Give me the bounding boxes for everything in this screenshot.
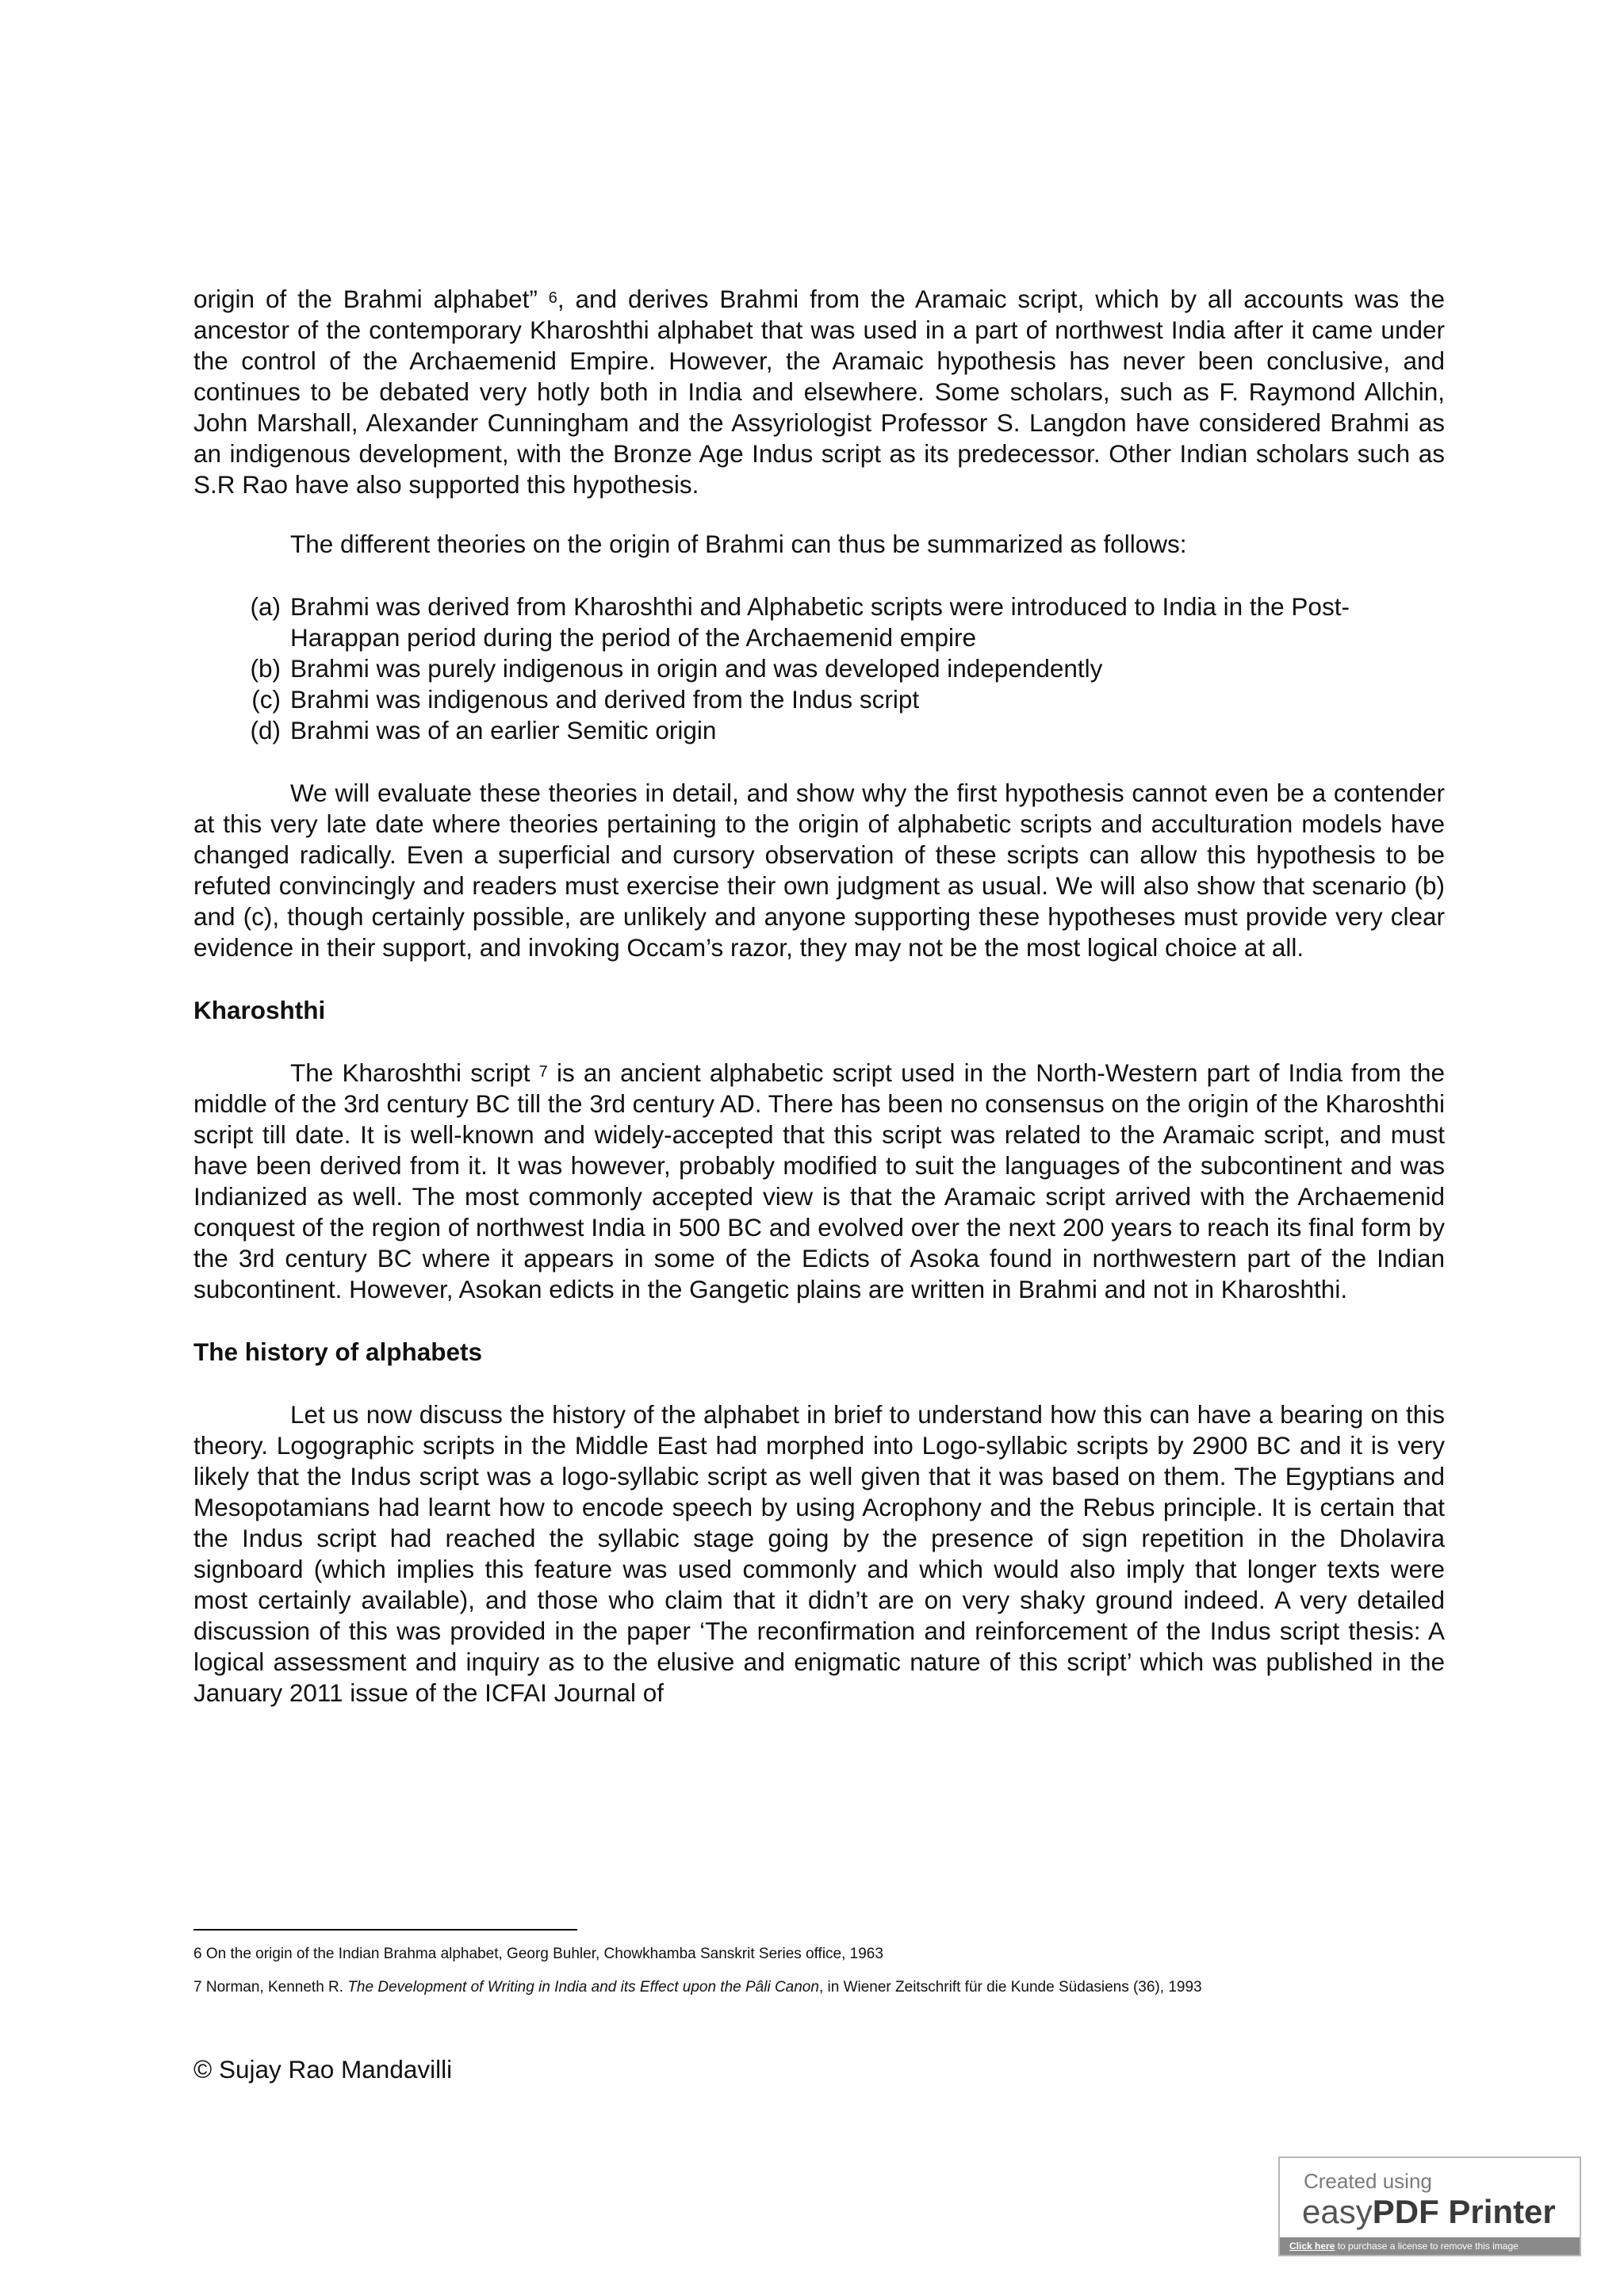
- list-item-text: Brahmi was of an earlier Semitic origin: [290, 716, 717, 744]
- badge-strip-text: to purchase a license to remove this image: [1335, 2241, 1519, 2252]
- list-item: [193, 684, 1445, 715]
- footnote-7-source: , in Wiener Zeitschrift für die Kunde Südasiens (36), 1993: [818, 1979, 1202, 1996]
- section-heading-history: The history of alphabets: [193, 1337, 483, 1366]
- list-marker: (a): [250, 592, 281, 621]
- list-marker: (c): [251, 685, 281, 714]
- footnote-divider: [193, 1929, 577, 1931]
- badge-license-strip: [1280, 2237, 1580, 2255]
- copyright-notice: © Sujay Rao Mandavilli: [193, 2055, 453, 2084]
- theories-list: [193, 591, 1445, 746]
- intro-text-start: origin of the Brahmi alphabet”: [193, 285, 538, 313]
- evaluation-paragraph: We will evaluate these theories in detail, and show why the first hypothesis cannot even be a contender at this very late date where theories pertaining to the origin of alphabetic scripts and acculturation models have changed radically. Even a superficial and cursory observation of these scripts can allow this hypothesis to be refuted convincingly and readers must exercise their own judgment as usual. We will also show that scenario (b) and (c), though certainly possible, are unlikely and anyone supporting these hypotheses must provide very clear evidence in their support, and invoking Occam’s razor, they may not be the most logical choice at all.: [193, 779, 1445, 962]
- intro-text-rest: , and derives Brahmi from the Aramaic script, which by all accounts was the ancestor of the contemporary Kharoshthi alphabet that was used in a part of northwest India after it came under the control of the Archaemenid Empire. However, the Aramaic hypothesis has never been conclusive, and continues to be debated very hotly both in India and elsewhere. Some scholars, such as F. Raymond Allchin, John Marshall, Alexander Cunningham and the Assyriologist Professor S. Langdon have considered Brahmi as an indigenous development, with the Bronze Age Indus script as its predecessor. Other Indian scholars such as S.R Rao have also supported this hypothesis.: [193, 285, 1445, 499]
- badge-brand-bold: PDF Printer: [1372, 2193, 1556, 2230]
- intro-paragraph: [193, 284, 1445, 500]
- kharoshthi-text-rest: is an ancient alphabetic script used in the North-Western part of India from the middle of the 3rd century BC till the 3rd century AD. There has been no consensus on the origin of the Kharoshthi script till date. It is well-known and widely-accepted that this script was related to the Aramaic script, and must have been derived from it. It was however, probably modified to suit the languages of the subcontinent and was Indianized as well. The most commonly accepted view is that the Aramaic script arrived with the Archaemenid conquest of the region of northwest India in 500 BC and evolved over the next 200 years to reach its final form by the 3rd century BC where it appears in some of the Edicts of Asoka found in northwestern part of the Indian subcontinent. However, Asokan edicts in the Gangetic plains are written in Brahmi and not in Kharoshthi.: [193, 1058, 1445, 1303]
- footnote-ref-7[interactable]: 7: [538, 1063, 548, 1081]
- list-marker: (b): [250, 654, 281, 683]
- list-item: [193, 653, 1445, 684]
- list-item: [193, 591, 1445, 653]
- list-item-text: Brahmi was derived from Kharoshthi and Alphabetic scripts were introduced to India in the Post-Harappan period during the period of the Archaemenid empire: [290, 592, 1350, 652]
- kharoshthi-paragraph: [193, 1058, 1445, 1305]
- list-item-text: Brahmi was indigenous and derived from the Indus script: [290, 685, 920, 714]
- list-marker: (d): [250, 716, 281, 744]
- pdf-printer-badge[interactable]: [1278, 2156, 1581, 2256]
- badge-brand-prefix: easy: [1302, 2193, 1373, 2230]
- kharoshthi-text-start: The Kharoshthi script: [290, 1058, 530, 1087]
- list-item: [193, 715, 1445, 746]
- footnote-ref-6[interactable]: 6: [548, 289, 557, 307]
- badge-created-label: Created using: [1304, 2169, 1432, 2193]
- section-heading-kharoshthi: Kharoshthi: [193, 996, 326, 1024]
- footnote-7-title: The Development of Writing in India and its Effect upon the Pâli Canon: [347, 1979, 819, 1996]
- footnote-6: 6 On the origin of the Indian Brahma alphabet, Georg Buhler, Chowkhamba Sanskrit Series office, 1963: [193, 1946, 883, 1962]
- body-text: [193, 284, 1445, 1709]
- footnote-7-author: 7 Norman, Kenneth R.: [193, 1979, 348, 1996]
- footnote-7: [193, 1977, 1542, 1998]
- theories-lead-paragraph: The different theories on the origin of Brahmi can thus be summarized as follows:: [290, 530, 1187, 558]
- footnotes: [193, 1944, 1542, 2011]
- badge-click-here-link[interactable]: Click here: [1289, 2241, 1335, 2252]
- badge-brand-logo: [1302, 2193, 1556, 2231]
- history-paragraph: Let us now discuss the history of the alphabet in brief to understand how this can have a bearing on this theory. Logographic scripts in the Middle East had morphed into Logo-syllabic scripts by 2900 BC and it is very likely that the Indus script was a logo-syllabic script as well given that it was based on them. The Egyptians and Mesopotamians had learnt how to encode speech by using Acrophony and the Rebus principle. It is certain that the Indus script had reached the syllabic stage going by the presence of sign repetition in the Dholavira signboard (which implies this feature was used commonly and which would also imply that longer texts were most certainly available), and those who claim that it didn’t are on very shaky ground indeed. A very detailed discussion of this was provided in the paper ‘The reconfirmation and reinforcement of the Indus script thesis: A logical assessment and inquiry as to the elusive and enigmatic nature of this script’ which was published in the January 2011 issue of the ICFAI Journal of: [193, 1400, 1445, 1707]
- list-item-text: Brahmi was purely indigenous in origin and was developed independently: [290, 654, 1103, 683]
